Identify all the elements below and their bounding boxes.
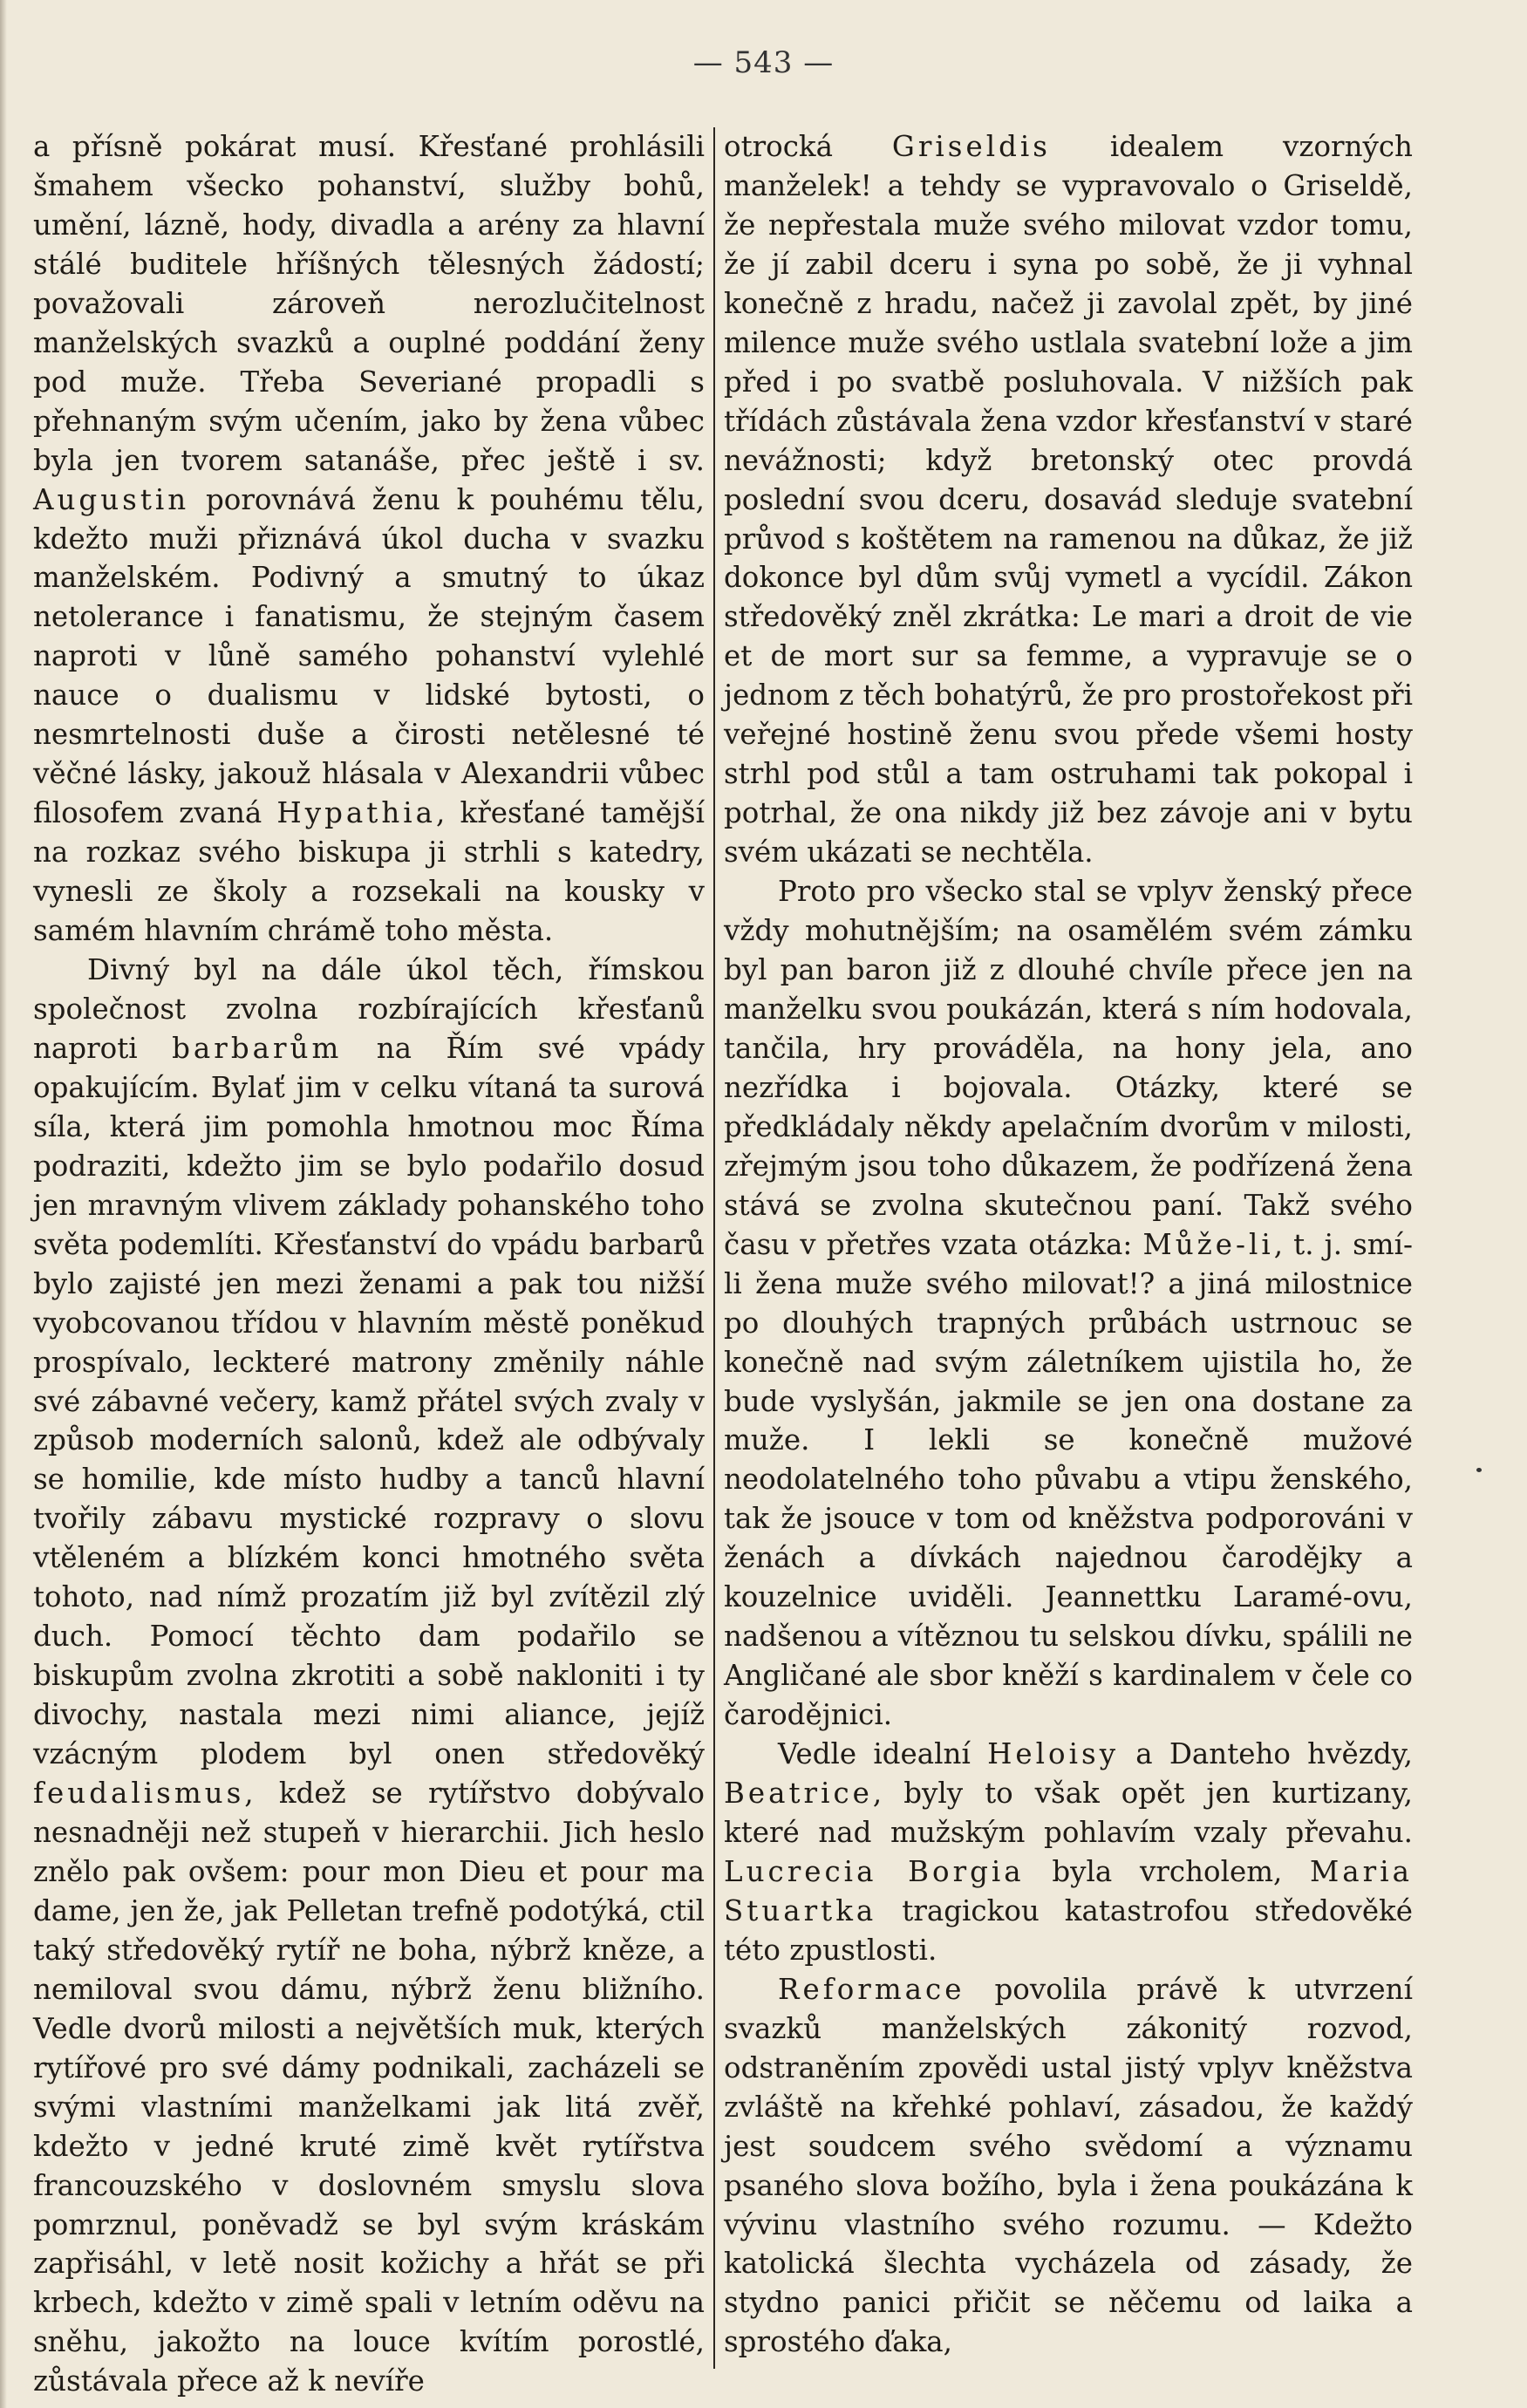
text-run: , byly to však opět jen kurtizany, které nad mužským pohlavím vzaly převahu. (724, 1777, 1413, 1849)
paragraph (33, 127, 705, 951)
page-number: — 543 — (692, 45, 835, 80)
emphasized-text: feudalismus (33, 1777, 245, 1811)
text-run: Divný byl na dále úkol těch, římskou společnost zvolna rozbírajících křesťanů naproti (33, 953, 705, 1065)
paragraph (724, 1970, 1413, 2363)
emphasized-text: Reformace (778, 1972, 965, 2006)
text-run: byla vrcholem, (1024, 1854, 1311, 1888)
text-run: porovnává ženu k pouhému tělu, kdežto muži přiznává úkol ducha v svazku manželském. Podivný a smutný to úkaz netolerance i fanatismu, že stejným časem naproti v lůně samého pohanství vylehlé nauce o dualismu v lidské bytosti, o nesmrtelnosti duše a čirosti netělesné té věčné lásky, jakouž hlásala v Alexandrii vůbec filosofem zvaná (33, 482, 705, 830)
emphasized-text: barbarům (172, 1031, 343, 1065)
emphasized-text: Heloisy (987, 1737, 1120, 1771)
text-run: , t. j. smí-li žena muže svého milovat!? a jiná milostnice po dlouhých trapných průbách ustrnouc se konečně nad svým záletníkem ujistila ho, že bude vyslyšán, jakmile se jen ona dostane za muže. I lekli se konečně mužové neodolatelného toho půvabu a vtipu ženského, tak že jsouce v tom od kněžstva podporováni v ženách a dívkách najednou čarodějky a kouzelnice uviděli. Jeannettku Laramé-ovu, nadšenou a vítěznou tu selskou dívku, spálili ne Angličané ale sbor kněží s kardinalem v čele co čarodějnici. (724, 1227, 1413, 1732)
emphasized-text: Může-li (1142, 1227, 1274, 1261)
paragraph (724, 127, 1413, 872)
paragraph (724, 872, 1413, 1735)
emphasized-text: Griseldis (891, 130, 1051, 163)
emphasized-text: Augustin (33, 482, 190, 516)
text-run: Vedle idealní (778, 1737, 988, 1771)
right-column (724, 127, 1413, 2369)
emphasized-text: Maria Stuartka (724, 1854, 1413, 1927)
text-run: povolila právě k utvrzení svazků manželských zákonitý rozvod, odstraněním zpovědi ustal jistý vplyv kněžstva zvláště na křehké pohlaví, zásadou, že každý jest soudcem svého svědomí a významu psaného slova božího, byla i žena poukázána k vývinu vlastního svého rozumu. — Kdežto katolická šlechta vycházela od zásady, že stydno panici přičit se něčemu od laika a sprostého ďaka, (724, 1972, 1413, 2359)
text-run: na Řím své vpády opakujícím. Bylať jim v celku vítaná ta surová síla, která jim pomohla hmotnou moc Říma podraziti, kdežto jim se bylo podařilo dosud jen mravným vlivem základy pohanského toho světa podemlíti. Křesťanství do vpádu barbarů bylo zajisté jen mezi ženami a pak tou nižší vyobcovanou třídou v hlavním městě poněkud prospívalo, leckteré matrony změnily náhle své zábavné večery, kamž přátel svých zvaly v způsob moderních salonů, kdež ale odbývaly se homilie, kde místo hudby a tanců hlavní tvořily zábavu mystické rozpravy o slovu vtěleném a blízkém konci hmotného světa tohoto, nad nímž prozatím již byl zvítězil zlý duch. Pomocí těchto dam podařilo se biskupům zvolna zkrotiti a sobě nakloniti i ty divochy, nastala mezi nimi aliance, jejíž vzácným plodem byl onen středověký (33, 1031, 706, 1771)
emphasized-text: Hypathia (276, 796, 437, 830)
column-divider (713, 127, 715, 2369)
text-run: Proto pro všecko stal se vplyv ženský přece vždy mohutnějším; na osamělém svém zámku byl pan baron již z dlouhé chvíle přece jen na manželku svou poukázán, která s ním hodovala, tančila, hry prováděla, na hony jela, ano nezřídka i bojovala. Otázky, které se předkládaly někdy apelačním dvorům v milosti, zřejmým jsou toho důkazem, že podřízená žena stává se zvolna skutečnou paní. Takž svého času v přetřes vzata otázka: (724, 875, 1413, 1261)
text-run: idealem vzorných manželek! a tehdy se vypravovalo o Griseldě, že nepřestala muže svého milovat vzdor tomu, že jí zabil dceru i syna po sobě, že ji vyhnal konečně z hradu, načež ji zavolal zpět, by jiné milence muže svého ustlala svatební lože a jim před i po svatbě posluhovala. V nižších pak třídách zůstávala žena vzdor křesťanství v staré nevážnosti; když bretonský otec provdá poslední svou dceru, dosavád sleduje svatební průvod s koštětem na ramenou na důkaz, že již dokonce byl dům svůj vymetl a vycídil. Zákon středověký zněl zkrátka: Le mari a droit de vie et de mort sur sa femme, a vypravuje se o jednom z těch bohatýrů, že pro prostořekost při veřejné hostině ženu svou přede všemi hosty strhl pod stůl a tam ostruhami tak pokopal i potrhal, že ona nikdy již bez závoje ani v bytu svém ukázati se nechtěla. (724, 130, 1413, 870)
ink-speck (1476, 1468, 1482, 1472)
page-edge-shadow (0, 0, 7, 2408)
left-column (33, 127, 706, 2398)
text-run: a Danteho hvězdy, (1119, 1737, 1414, 1771)
paragraph (33, 951, 705, 2401)
text-run: , křesťané tamější na rozkaz svého biskupa ji strhli s katedry, vynesli ze školy a rozsekali na kousky v samém hlavním chrámě toho města. (33, 796, 706, 948)
emphasized-text: Beatrice (724, 1777, 873, 1811)
text-run: otrocká (724, 130, 892, 163)
text-run: , kdež se rytířstvo dobývalo nesnadněji než stupeň v hierarchii. Jich heslo znělo pak ovšem: pour mon Dieu et pour ma dame, jen že, jak Pelletan trefně podotýká, ctil taký středověký rytíř ne boha, nýbrž kněze, a nemiloval svou dámu, nýbrž ženu bližního. Vedle dvorů milosti a největších muk, kterých rytířové pro své dámy podnikali, zacházeli se svými vlastními manželkami jak litá zvěř, kdežto v jedné kruté zimě květ rytířstva francouzského v doslovném smyslu slova pomrznul, poněvadž se byl svým kráskám zapřisáhl, v letě nosit kožichy a hřát se při krbech, kdežto v zimě spali v letním oděvu na sněhu, jakožto na louce kvítím porostlé, zůstávala přece až k nevíře (33, 1777, 705, 2398)
text-run: tragickou katastrofou středověké této zpustlosti. (724, 1893, 1413, 1967)
text-run: a přísně pokárat musí. Křesťané prohlásili šmahem všecko pohanství, služby bohů, umění, lázně, hody, divadla a arény za hlavní stálé buditele hříšných tělesných žádostí; považovali zároveň nerozlučitelnost manželských svazků a ouplné poddání ženy pod muže. Třeba Severiané propadli s přehnaným svým učením, jako by žena vůbec byla jen tvorem satanáše, přec ještě i sv. (33, 130, 705, 477)
emphasized-text: Lucrecia Borgia (724, 1854, 1025, 1888)
paragraph (724, 1735, 1413, 1970)
